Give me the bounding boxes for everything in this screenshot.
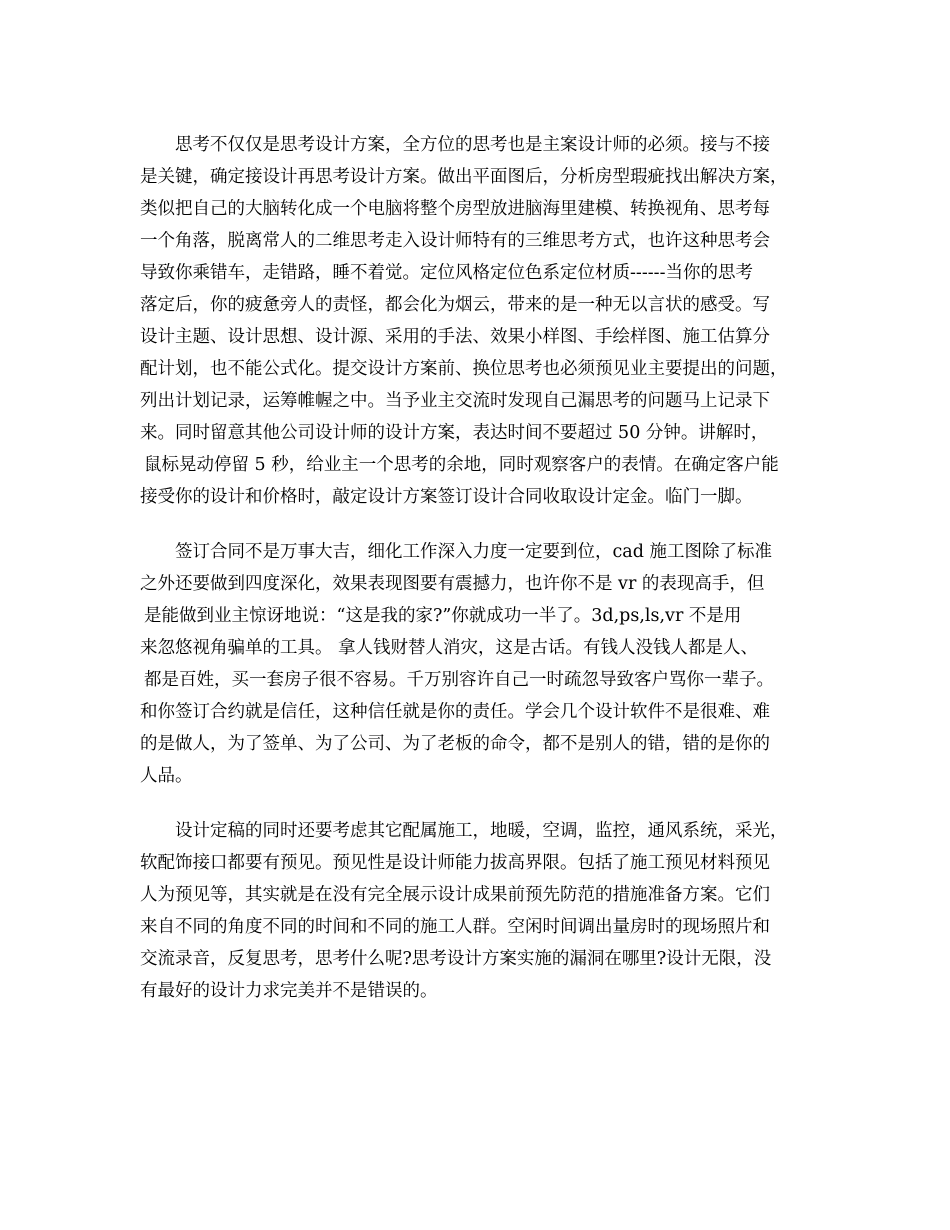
text-line: 来。同时留意其他公司设计师的设计方案，表达时间不要超过 50 分钟。讲解时， — [140, 423, 769, 443]
text-line: 一个角落，脱离常人的二维思考走入设计师特有的三维思考方式，也许这种思考会 — [140, 231, 770, 251]
text-line: 设计定稿的同时还要考虑其它配属施工，地暖，空调，监控，通风系统，采光， — [175, 821, 788, 841]
text-line: 思考不仅仅是思考设计方案，全方位的思考也是主案设计师的必须。接与不接 — [175, 135, 770, 155]
text-line: 之外还要做到四度深化，效果表现图要有震撼力，也许你不是 vr 的表现高手，但 — [140, 574, 765, 594]
text-line: 列出计划记录，运筹帷幄之中。当予业主交流时发现自己漏思考的问题马上记录下 — [140, 391, 770, 411]
text-line: 软配饰接口都要有预见。预见性是设计师能力拔高界限。包括了施工预见材料预见 — [140, 853, 770, 873]
text-line: 是关键，确定接设计再思考设计方案。做出平面图后，分析房型瑕疵找出解决方案， — [140, 167, 788, 187]
text-line: 是能做到业主惊讶地说：“这是我的家?”你就成功一半了。3d,ps,ls,vr 不是用 — [144, 606, 742, 626]
text-line: 有最好的设计力求完美并不是错误的。 — [140, 981, 438, 1001]
paragraph-2 — [140, 536, 820, 792]
paragraph-3 — [140, 815, 820, 1007]
text-line: 和你签订合约就是信任，这种信任就是你的责任。学会几个设计软件不是很难、难 — [140, 702, 770, 722]
text-line: 设计主题、设计思想、设计源、采用的手法、效果小样图、手绘样图、施工估算分 — [140, 327, 770, 347]
text-line: 落定后，你的疲惫旁人的责怪，都会化为烟云，带来的是一种无以言状的感受。写 — [140, 295, 770, 315]
text-line: 来忽悠视角骗单的工具。 拿人钱财替人消灾，这是古话。有钱人没钱人都是人、 — [140, 638, 759, 658]
text-line: 签订合同不是万事大吉，细化工作深入力度一定要到位，cad 施工图除了标准 — [175, 542, 772, 562]
text-line: 导致你乘错车，走错路，睡不着觉。定位风格定位色系定位材质------当你的思考 — [140, 263, 753, 283]
text-line: 配计划，也不能公式化。提交设计方案前、换位思考也必须预见业主要提出的问题， — [140, 359, 788, 379]
text-line: 都是百姓，买一套房子很不容易。千万别容许自己一时疏忽导致客户骂你一辈子。 — [144, 670, 774, 690]
text-line: 的是做人，为了签单、为了公司、为了老板的命令，都不是别人的错，错的是你的 — [140, 734, 770, 754]
text-line: 人为预见等，其实就是在没有完全展示设计成果前预先防范的措施准备方案。它们 — [140, 885, 770, 905]
text-line: 来自不同的角度不同的时间和不同的施工人群。空闲时间调出量房时的现场照片和 — [140, 917, 770, 937]
text-line: 鼠标晃动停留 5 秒，给业主一个思考的余地，同时观察客户的表情。在确定客户能 — [144, 455, 779, 475]
paragraph-1 — [140, 129, 820, 513]
text-line: 接受你的设计和价格时，敲定设计方案签订设计合同收取设计定金。临门一脚。 — [140, 487, 753, 507]
text-line: 类似把自己的大脑转化成一个电脑将整个房型放进脑海里建模、转换视角、思考每 — [140, 199, 770, 219]
text-line: 人品。 — [140, 766, 193, 786]
text-line: 交流录音，反复思考，思考什么呢?思考设计方案实施的漏洞在哪里?设计无限，没 — [140, 949, 772, 969]
